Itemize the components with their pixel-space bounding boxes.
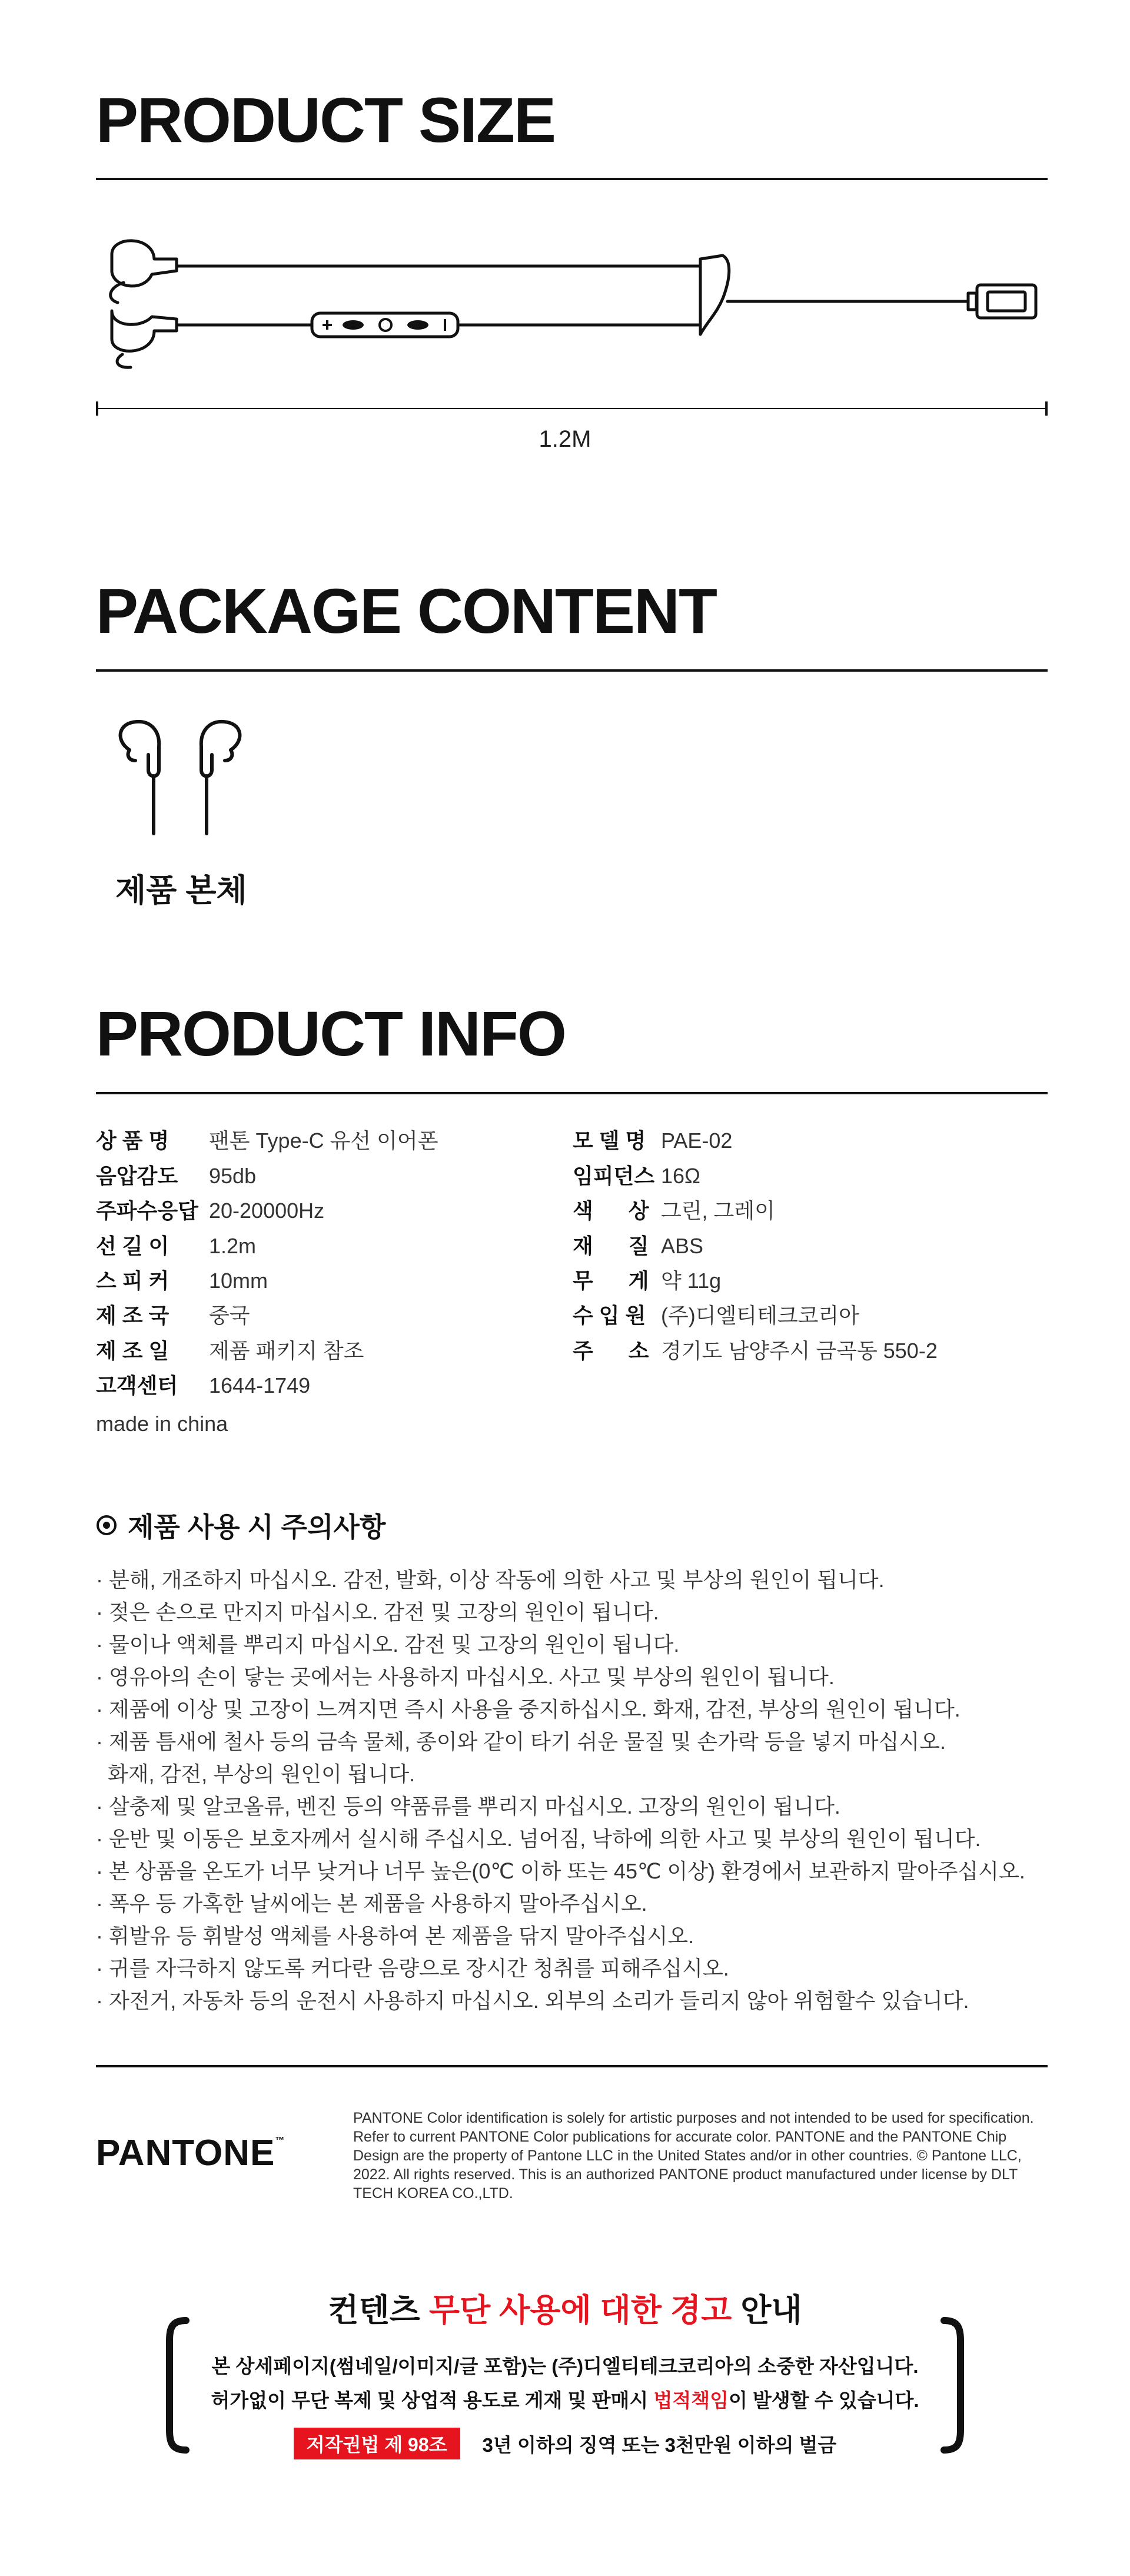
spec-row: [573, 1161, 700, 1191]
warning-legal-highlight: 법적책임: [653, 2389, 729, 2411]
earphone-size-diagram: [88, 224, 1053, 389]
spec-row: [96, 1301, 250, 1330]
spec-value: 20-20000Hz: [209, 1199, 325, 1223]
pantone-logo-text: PANTONE: [96, 2133, 275, 2173]
spec-key: 제 조 일: [96, 1339, 170, 1363]
made-in-text: made in china: [96, 1412, 228, 1436]
caution-item: · 자전거, 자동차 등의 운전시 사용하지 마십시오. 외부의 소리가 들리지 않아 위험할수 있습니다.: [96, 1989, 969, 2013]
spec-key: 주 소: [573, 1339, 649, 1363]
spec-key: 상 품 명: [96, 1128, 170, 1153]
spec-row: [573, 1231, 703, 1261]
spec-value: 1.2m: [209, 1234, 257, 1258]
pantone-disclaimer: PANTONE Color identification is solely for artistic purposes and not intended to be used for specification. Refer to current PANTONE Color publications for accurate color. PANTONE and the PANTONE Chip Design are the property of Pantone LLC in the United States and/or in other countries. © Pantone LLC, 2022. All rights reserved. This is an authorized PANTONE product manufactured under license by DLT TECH KOREA CO.,LTD.: [353, 2110, 1034, 2202]
warning-title-highlight: 무단 사용에 대한 경고: [428, 2293, 732, 2328]
spec-value: 10mm: [209, 1269, 268, 1293]
spec-key: 무 게: [573, 1269, 649, 1293]
caution-item: 화재, 감전, 부상의 원인이 됩니다.: [96, 1762, 416, 1786]
warning-line-2-pre: 허가없이 무단 복제 및 상업적 용도로 게재 및 판매시: [211, 2389, 654, 2411]
spec-row: [96, 1196, 324, 1226]
caution-item: · 폭우 등 가혹한 날씨에는 본 제품을 사용하지 말아주십시오.: [96, 1891, 647, 1916]
spec-row: [573, 1336, 938, 1366]
spec-key: 고객센터: [96, 1373, 178, 1397]
spec-key: 수 입 원: [573, 1303, 646, 1327]
spec-row: [96, 1336, 364, 1366]
caution-item: · 제품에 이상 및 고장이 느껴지면 즉시 사용을 중지하십시오. 화재, 감전, 부상의 원인이 됩니다.: [96, 1697, 960, 1721]
warning-title: [0, 2285, 1130, 2331]
warning-line-1: 본 상세페이지(썸네일/이미지/글 포함)는 (주)디엘티테크코리아의 소중한 자산입니다.: [211, 2355, 919, 2377]
length-label: 1.2M: [539, 426, 591, 452]
spec-key: 음압감도: [96, 1164, 178, 1188]
spec-key: 제 조 국: [96, 1303, 170, 1327]
spec-key: 주파수응답: [96, 1199, 198, 1223]
caution-item: · 운반 및 이동은 보호자께서 실시해 주십시오. 넘어짐, 낙하에 의한 사고 및 부상의 원인이 됩니다.: [96, 1827, 981, 1851]
warning-title-post: 안내: [732, 2293, 802, 2328]
pantone-logo: [96, 2132, 285, 2174]
spec-value: ABS: [661, 1234, 704, 1258]
package-item-label: 제품 본체: [115, 873, 247, 908]
spec-row: [96, 1371, 310, 1400]
spec-key: 재 질: [573, 1234, 649, 1258]
caution-item: · 영유아의 손이 닿는 곳에서는 사용하지 마십시오. 사고 및 부상의 원인이 됩니다.: [96, 1665, 835, 1689]
caution-heading: [96, 1506, 385, 1545]
caution-item: · 물이나 액체를 뿌리지 마십시오. 감전 및 고장의 원인이 됩니다.: [96, 1632, 680, 1657]
package-content-title: PACKAGE CONTENT: [96, 575, 717, 646]
trademark-mark: ™: [275, 2136, 285, 2146]
caution-item: · 휘발유 등 휘발성 액체를 사용하여 본 제품을 닦지 말아주십시오.: [96, 1924, 694, 1948]
spec-key: 스 피 커: [96, 1269, 170, 1293]
spec-value: 중국: [209, 1303, 250, 1327]
pantone-divider: [96, 2065, 1048, 2067]
earphones-icon: [109, 717, 251, 841]
spec-row: [96, 1126, 438, 1156]
caution-item: · 분해, 개조하지 마십시오. 감전, 발화, 이상 작동에 의한 사고 및 부상의 원인이 됩니다.: [96, 1568, 885, 1592]
spec-value: 1644-1749: [209, 1373, 311, 1397]
warning-title-pre: 컨텐츠: [328, 2293, 429, 2328]
copyright-law-badge: 저작권법 제 98조: [294, 2428, 460, 2459]
spec-row: [573, 1196, 775, 1226]
spec-key: 임피던스: [573, 1164, 655, 1188]
product-info-title: PRODUCT INFO: [96, 998, 566, 1069]
copyright-law-row: [0, 2428, 1130, 2459]
spec-row: [573, 1126, 732, 1156]
spec-key: 선 길 이: [96, 1234, 170, 1258]
spec-row: [573, 1266, 721, 1296]
copyright-penalty-text: 3년 이하의 징역 또는 3천만원 이하의 벌금: [482, 2434, 837, 2456]
spec-value: 경기도 남양주시 금곡동 550-2: [661, 1339, 938, 1363]
spec-value: 약 11g: [661, 1269, 722, 1293]
length-dimension-line: [96, 401, 1048, 416]
product-size-divider: [96, 178, 1048, 180]
caution-item: · 제품 틈새에 철사 등의 금속 물체, 종이와 같이 타기 쉬운 물질 및 손가락 등을 넣지 마십시오.: [96, 1729, 946, 1754]
spec-value: (주)디엘티테크코리아: [661, 1303, 859, 1327]
warning-line-2-post: 이 발생할 수 있습니다.: [728, 2389, 919, 2411]
spec-key: 색 상: [573, 1199, 649, 1223]
spec-value: 16Ω: [661, 1164, 700, 1188]
warning-line-2: [0, 2385, 1130, 2413]
caution-list: [96, 1563, 1049, 2017]
spec-value: 팬톤 Type-C 유선 이어폰: [209, 1128, 438, 1153]
caution-item: · 귀를 자극하지 않도록 커다란 음량으로 장시간 청취를 피해주십시오.: [96, 1956, 729, 1980]
spec-row: [96, 1266, 268, 1296]
spec-value: 95db: [209, 1164, 257, 1188]
target-bullet-icon: [96, 1515, 117, 1536]
spec-row: [573, 1301, 859, 1330]
caution-item: · 젖은 손으로 만지지 마십시오. 감전 및 고장의 원인이 됩니다.: [96, 1600, 659, 1624]
package-content-divider: [96, 669, 1048, 672]
spec-value: PAE-02: [661, 1128, 733, 1153]
spec-key: 모 델 명: [573, 1128, 646, 1153]
product-info-divider: [96, 1092, 1048, 1094]
caution-title: 제품 사용 시 주의사항: [128, 1512, 386, 1542]
spec-row: [96, 1161, 256, 1191]
product-size-title: PRODUCT SIZE: [96, 84, 556, 155]
spec-value: 제품 패키지 참조: [209, 1339, 364, 1363]
caution-item: · 살충제 및 알코올류, 벤진 등의 약품류를 뿌리지 마십시오. 고장의 원인이 됩니다.: [96, 1794, 840, 1818]
spec-value: 그린, 그레이: [661, 1199, 775, 1223]
spec-row: [96, 1231, 256, 1261]
caution-item: · 본 상품을 온도가 너무 낮거나 너무 높은(0℃ 이하 또는 45℃ 이상) 환경에서 보관하지 말아주십시오.: [96, 1859, 1025, 1883]
